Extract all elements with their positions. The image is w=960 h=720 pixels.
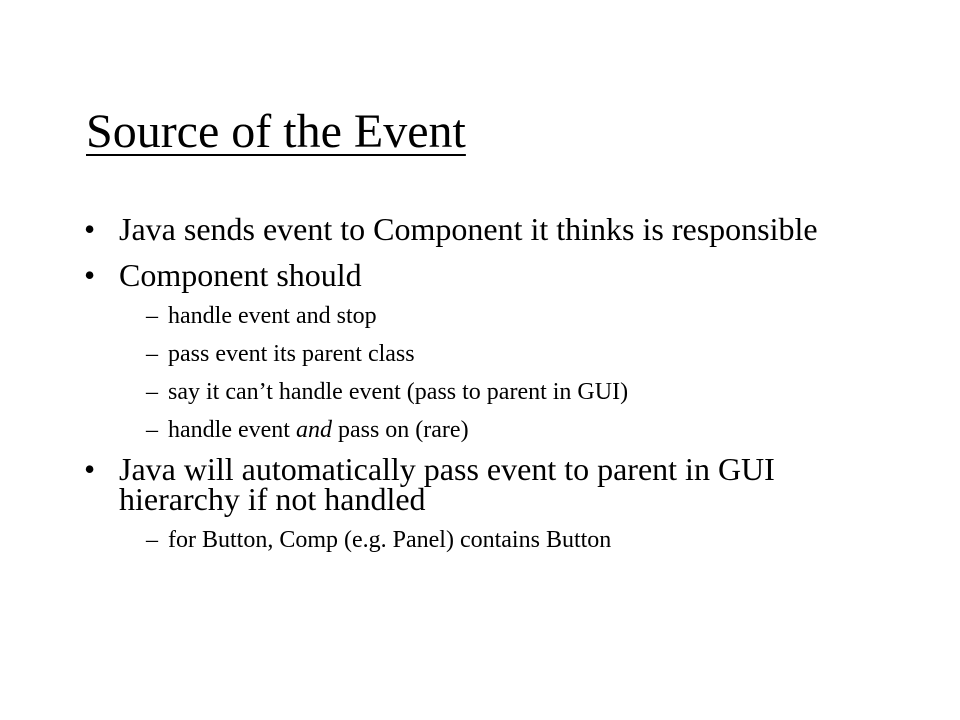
sub-bullet-marker: –	[146, 417, 158, 443]
slide-title: Source of the Event	[86, 105, 466, 158]
slide-body	[76, 211, 876, 564]
sub-bullet-item	[76, 416, 876, 444]
sub-bullet-marker: –	[146, 303, 158, 329]
bullet-text: Component should	[119, 257, 362, 293]
bullet-marker: •	[84, 211, 96, 247]
bullet-marker: •	[84, 451, 96, 487]
sub-bullet-text: for Button, Comp (e.g. Panel) contains Button	[168, 527, 612, 553]
bullet-marker: •	[84, 257, 96, 293]
bullet-text: Java sends event to Component it thinks is responsible	[119, 211, 818, 247]
sub-bullet-marker: –	[146, 379, 158, 405]
sub-bullet-text-part: pass on (rare)	[331, 417, 469, 443]
sub-bullet-text: say it can’t handle event (pass to parent in GUI)	[168, 379, 629, 405]
sub-bullet-marker: –	[146, 341, 158, 367]
bullet-item	[76, 257, 876, 293]
emphasis-text: and	[295, 417, 332, 443]
sub-bullet-item	[76, 526, 876, 554]
sub-bullet-text: pass event its parent class	[168, 341, 415, 367]
sub-bullet-item	[76, 340, 876, 368]
sub-bullet-list	[76, 302, 876, 444]
sub-bullet-text: handle event and stop	[168, 303, 377, 329]
bullet-item	[76, 211, 876, 247]
sub-bullet-text-part: handle event	[168, 417, 296, 443]
bullet-text: Java will automatically pass event to parent in GUI hierarchy if not handled	[119, 451, 775, 517]
sub-bullet-marker: –	[146, 527, 158, 553]
bullet-item	[76, 451, 876, 517]
sub-bullet-item	[76, 302, 876, 330]
sub-bullet-text	[168, 416, 876, 444]
sub-bullet-item	[76, 378, 876, 406]
sub-bullet-list	[76, 526, 876, 554]
